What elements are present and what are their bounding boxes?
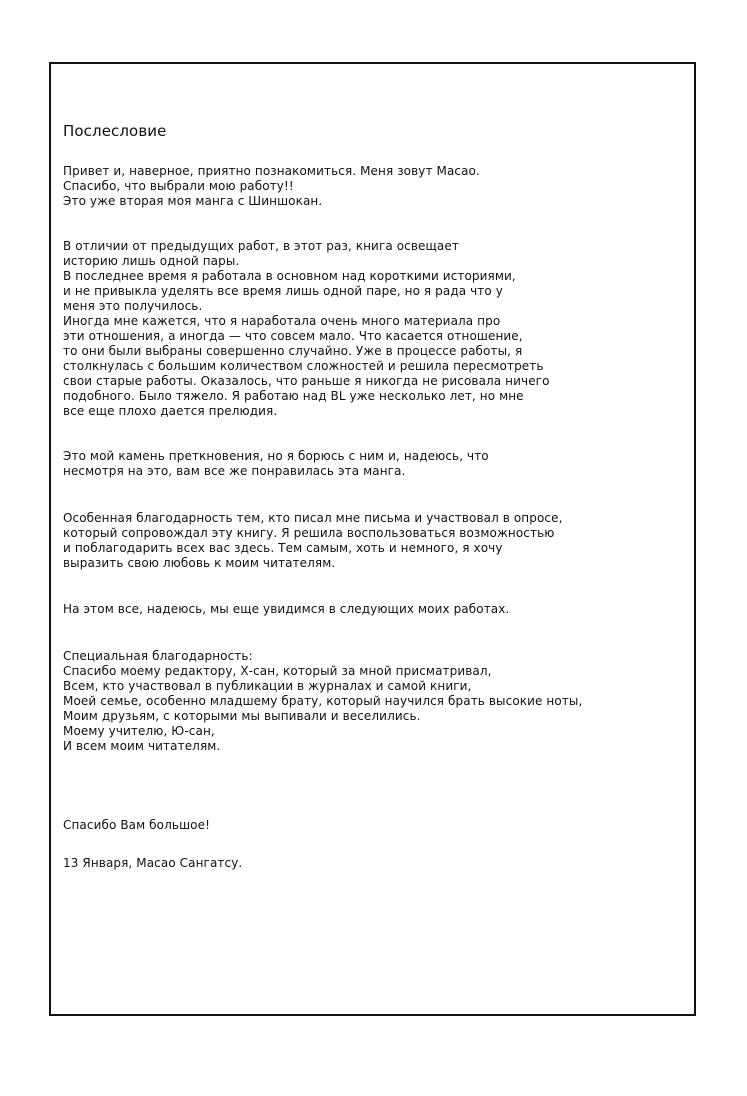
text-line: то они были выбраны совершенно случайно. Уже в процессе работы, я [63,344,523,358]
text-line: Особенная благодарность тем, кто писал мне письма и участвовал в опросе, [63,511,563,525]
text-line: подобного. Было тяжело. Я работаю над BL уже несколько лет, но мне [63,389,524,403]
text-line: Это уже вторая моя манга с Шиншокан. [63,194,323,208]
text-line: историю лишь одной пары. [63,254,240,268]
text-line: и поблагодарить всех вас здесь. Тем самым, хоть и немного, я хочу [63,541,503,555]
text-line: Моему учителю, Ю-сан, [63,724,215,738]
text-line: который сопровождал эту книгу. Я решила воспользоваться возможностью [63,526,555,540]
text-line: Спасибо моему редактору, Х-сан, который за мной присматривал, [63,664,492,678]
text-line: В отличии от предыдущих работ, в этот раз, книга освещает [63,239,459,253]
text-line: На этом все, надеюсь, мы еще увидимся в следующих моих работах. [63,602,510,616]
text-line: И всем моим читателям. [63,739,221,753]
page-title: Послесловие [63,122,167,140]
text-line: Специальная благодарность: [63,649,253,663]
text-line: 13 Января, Масао Сангатсу. [63,856,243,870]
paragraph-special-thanks [63,649,693,754]
text-line: Иногда мне кажется, что я наработала очень много материала про [63,314,501,328]
text-line: несмотря на это, вам все же понравилась эта манга. [63,464,406,478]
afterword-text [63,122,693,871]
text-line: Привет и, наверное, приятно познакомиться. Меня зовут Масао. [63,164,480,178]
text-line: Это мой камень преткновения, но я борюсь с ним и, надеюсь, что [63,449,489,463]
paragraph-greeting [63,164,693,209]
text-line: выразить свою любовь к моим читателям. [63,556,336,570]
text-line: эти отношения, а иногда — что совсем мало. Что касается отношение, [63,329,523,343]
text-line: Моим друзьям, с которыми мы выпивали и веселились. [63,709,421,723]
paragraph-about-book [63,239,693,419]
text-line: Спасибо, что выбрали мою работу!! [63,179,294,193]
paragraph-thank-you [63,818,693,833]
text-line: Моей семье, особенно младшему брату, который научился брать высокие ноты, [63,694,583,708]
text-line: все еще плохо дается прелюдия. [63,404,278,418]
text-line: В последнее время я работала в основном над короткими историями, [63,269,516,283]
text-line: свои старые работы. Оказалось, что раньше я никогда не рисовала ничего [63,374,550,388]
text-line: столкнулась с большим количеством сложностей и решила пересмотреть [63,359,544,373]
text-line: и не привыкла уделять все время лишь одной паре, но я рада что у [63,284,503,298]
paragraph-farewell [63,602,693,617]
text-line: меня это получилось. [63,299,203,313]
text-line: Всем, кто участвовал в публикации в журналах и самой книги, [63,679,472,693]
signature-date [63,856,693,871]
page-frame [49,62,696,1016]
text-line: Спасибо Вам большое! [63,818,210,832]
paragraph-gratitude [63,511,693,571]
paragraph-stumbling-block [63,449,693,479]
